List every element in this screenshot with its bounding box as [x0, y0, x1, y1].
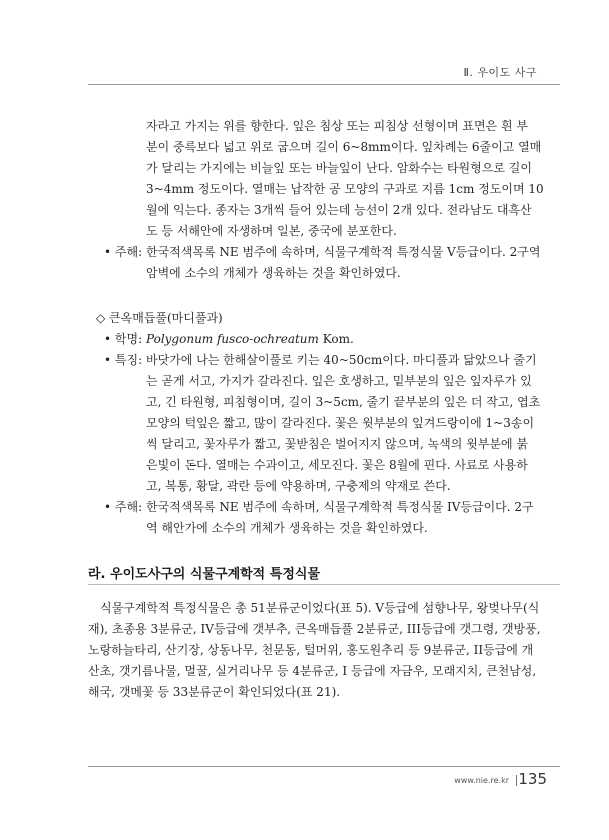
notes-label: • 주해: [104, 500, 143, 514]
page-number: 135 [518, 770, 547, 788]
text-line: 씩 달리고, 꽃자루가 짧고, 꽃받침은 벌어지지 않으며, 녹색의 윗부분에 붉 [146, 437, 528, 451]
text-line: 산초, 갯기름나물, 멀꿀, 실거리나무 등 4분류군, I 등급에 자금우, 모래지치, 큰천남성, [88, 664, 537, 678]
footer-url: www.nie.re.kr [454, 776, 509, 785]
text-line: 은빛이 돈다. 열매는 수과이고, 세모진다. 꽃은 8월에 핀다. 사료로 사용하 [146, 458, 528, 472]
section-heading: 라. 우이도사구의 식물구계학적 특정식물 [88, 567, 321, 582]
footer-separator [516, 775, 517, 786]
text-line: 해국, 갯메꽃 등 33분류군이 확인되었다(표 21). [88, 685, 341, 699]
text-line: 노랑하늘타리, 산기장, 상동나무, 천문동, 털머위, 홍도원추리 등 9분류군, II등급에 개 [88, 643, 534, 657]
text-line: 3~4mm 정도이다. 열매는 납작한 공 모양의 구과로 지름 1cm 정도이며 10 [146, 182, 544, 196]
text-line: 한국적색목록 NE 범주에 속하며, 식물구계학적 특정식물 V등급이다. 2구역 [146, 245, 541, 259]
text-line: 재), 초종용 3분류군, IV등급에 갯부추, 큰옥매듭풀 2분류군, III등급에 갯그령, 갯방풍, [88, 622, 541, 636]
text-line: 모양의 턱잎은 짧고, 많이 갈라진다. 꽃은 윗부분의 잎겨드랑이에 1~3송이 [146, 416, 535, 430]
scientific-label: • 학명: [104, 332, 143, 346]
text-line: 고, 복통, 황달, 곽란 등에 약용하며, 구충제의 약재로 쓴다. [146, 479, 451, 493]
text-line: 가 달리는 가지에는 비늘잎 또는 바늘잎이 난다. 암화수는 타원형으로 길이 [146, 161, 532, 175]
text-line: 는 곧게 서고, 가지가 갈라진다. 잎은 호생하고, 밑부분의 잎은 잎자루가 있 [146, 374, 532, 388]
section-heading-rule [88, 584, 560, 585]
notes-label: • 주해: [104, 245, 143, 259]
intro-paragraph [146, 116, 544, 242]
scientific-author: Kom. [322, 332, 354, 346]
features-label: • 특징: [104, 353, 143, 367]
text-line: 암벽에 소수의 개체가 생육하는 것을 확인하였다. [146, 266, 401, 280]
species-title: ◇ 큰옥매듭풀(마디풀과) [96, 311, 223, 325]
text-line: 식물구계학적 특정식물은 총 51분류군이었다(표 5). V등급에 섬향나무, 왕벚나무(식 [100, 601, 540, 615]
text-line: 한국적색목록 NE 범주에 속하며, 식물구계학적 특정식물 IV등급이다. 2구 [146, 500, 534, 514]
text-line: 역 해안가에 소수의 개체가 생육하는 것을 확인하였다. [146, 521, 428, 535]
running-header: Ⅱ. 우이도 사구 [463, 66, 537, 79]
text-line: 월에 익는다. 종자는 3개씩 들어 있는데 능선이 2개 있다. 전라남도 대흑산 [146, 203, 532, 217]
text-line: 자라고 가지는 위를 향한다. 잎은 침상 또는 피침상 선형이며 표면은 흰 부 [146, 119, 528, 133]
header-rule [88, 84, 560, 85]
text-line: 바닷가에 나는 한해살이풀로 키는 40~50cm이다. 마디풀과 닮았으나 줄기 [146, 353, 537, 367]
footer-rule [88, 766, 560, 767]
section-paragraph [88, 598, 541, 703]
text-line: 도 등 서해안에 자생하며 일본, 중국에 분포한다. [146, 224, 397, 238]
text-line: 고, 긴 타원형, 피침형이며, 길이 3~5cm, 줄기 끝부분의 잎은 더 작고, 엽초 [146, 395, 541, 409]
scientific-name: Polygonum fusco-ochreatum [146, 332, 319, 346]
text-line: 분이 중륵보다 넓고 위로 굽으며 길이 6~8mm이다. 잎차례는 6줄이고 열매 [146, 140, 542, 154]
